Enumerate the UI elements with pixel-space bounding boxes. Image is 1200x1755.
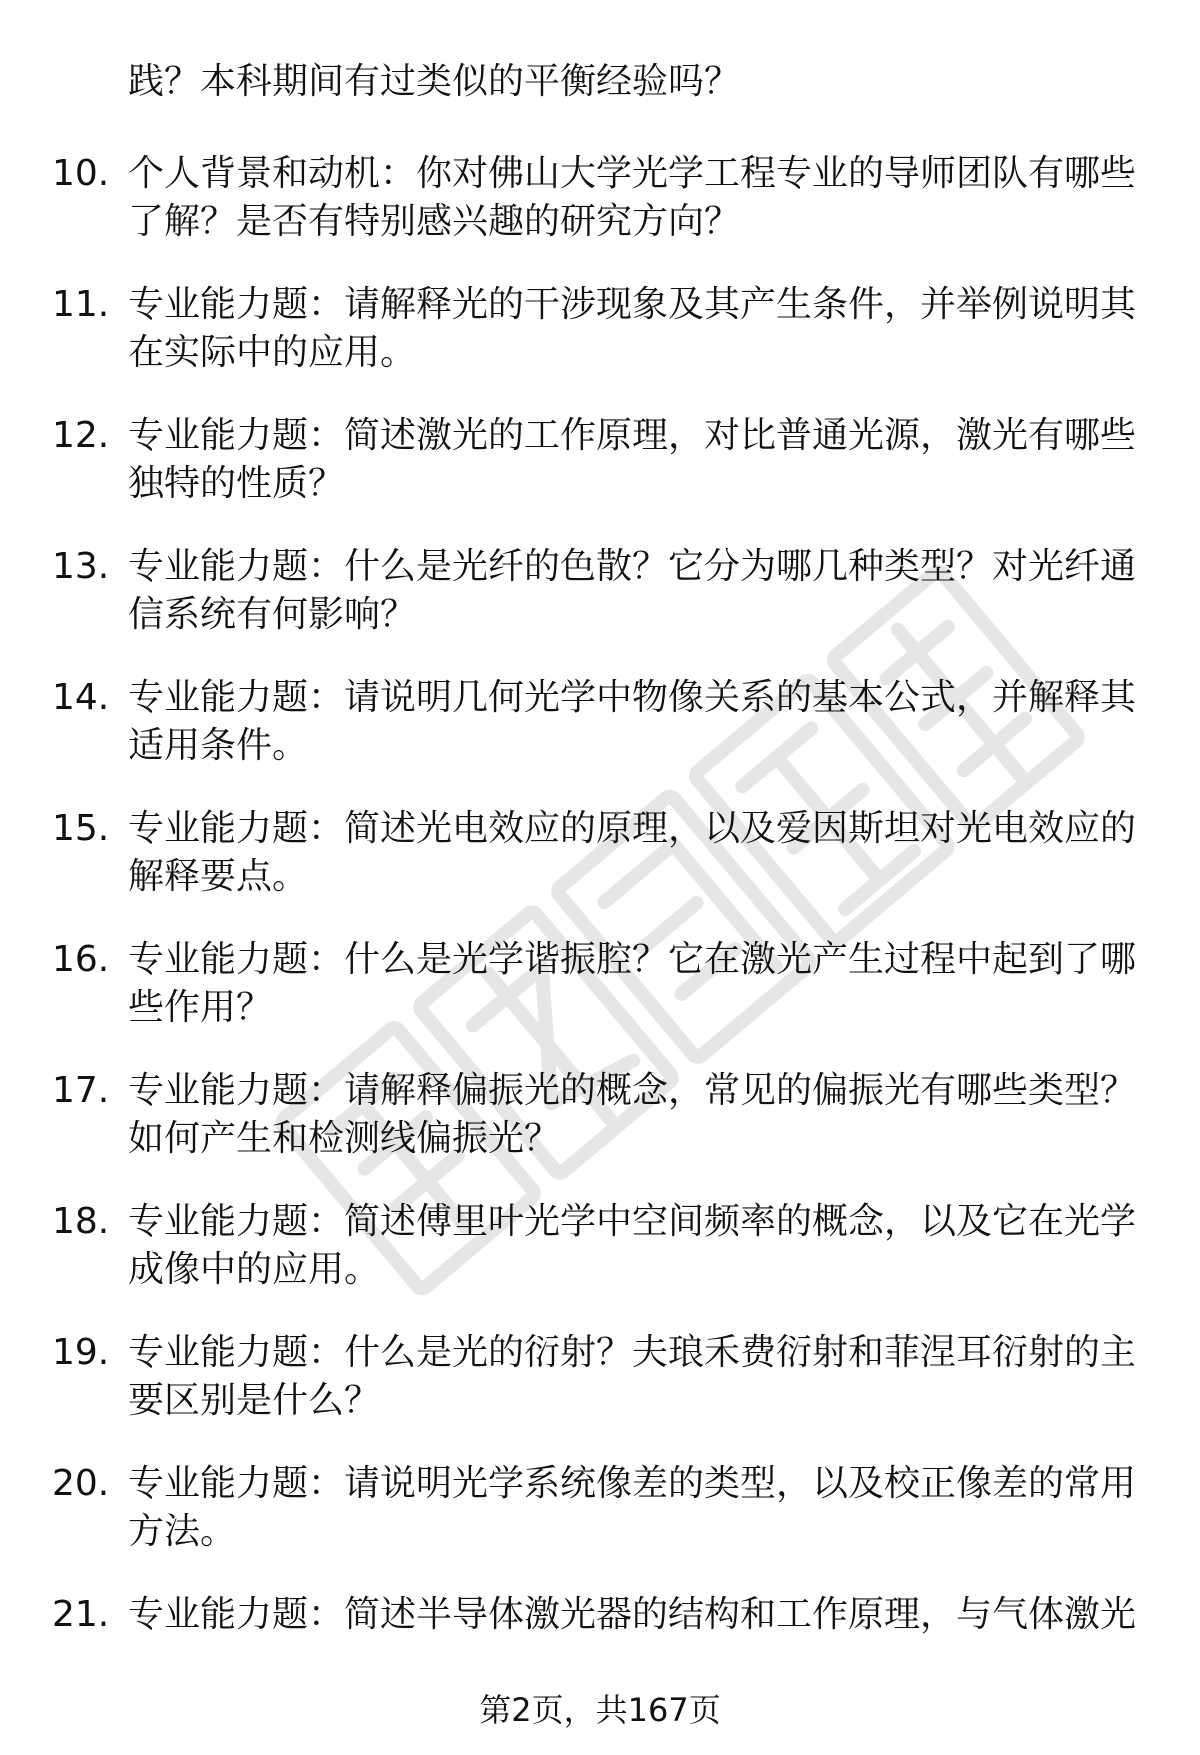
question-line: 专业能力题：简述半导体激光器的结构和工作原理，与气体激光 <box>128 1594 1137 1635</box>
question-text <box>128 1591 1138 1639</box>
question-line: 独特的性质？ <box>128 463 345 504</box>
question-line: 专业能力题：什么是光纤的色散？它分为哪几种类型？对光纤通 <box>128 546 1137 587</box>
question-line: 专业能力题：请说明光学系统像差的类型，以及校正像差的常用 <box>128 1463 1137 1504</box>
question-number: 11. <box>52 284 110 325</box>
question-number: 15. <box>52 808 110 849</box>
question-item <box>0 1067 1200 1198</box>
question-list <box>0 150 1200 1722</box>
continuation-line: 践？本科期间有过类似的平衡经验吗？ <box>128 61 741 102</box>
question-item <box>0 674 1200 805</box>
question-item <box>0 1198 1200 1329</box>
question-number: 14. <box>52 677 110 718</box>
question-text <box>128 1067 1138 1163</box>
question-line: 个人背景和动机：你对佛山大学光学工程专业的导师团队有哪些 <box>128 153 1137 194</box>
question-line: 了解？是否有特别感兴趣的研究方向？ <box>128 201 741 242</box>
question-text <box>128 674 1138 770</box>
question-line: 专业能力题：简述激光的工作原理，对比普通光源，激光有哪些 <box>128 415 1137 456</box>
question-text <box>128 1460 1138 1556</box>
question-number: 21. <box>52 1594 110 1635</box>
question-item <box>0 805 1200 936</box>
question-number: 18. <box>52 1201 110 1242</box>
question-number: 12. <box>52 415 110 456</box>
question-item <box>0 412 1200 543</box>
question-line: 专业能力题：什么是光学谐振腔？它在激光产生过程中起到了哪 <box>128 939 1137 980</box>
page-footer: 第2页，共167页 <box>479 1691 721 1729</box>
question-line: 适用条件。 <box>128 725 309 766</box>
question-number: 16. <box>52 939 110 980</box>
question-text <box>128 1198 1138 1294</box>
question-item <box>0 1329 1200 1460</box>
question-line: 方法。 <box>128 1511 237 1552</box>
question-item <box>0 1460 1200 1591</box>
question-number: 19. <box>52 1332 110 1373</box>
question-text <box>128 1329 1138 1425</box>
question-line: 信系统有何影响？ <box>128 594 417 635</box>
question-item <box>0 936 1200 1067</box>
question-line: 要区别是什么？ <box>128 1380 381 1421</box>
question-line: 些作用？ <box>128 987 273 1028</box>
question-line: 专业能力题：请解释偏振光的概念，常见的偏振光有哪些类型？ <box>128 1070 1137 1111</box>
question-number: 13. <box>52 546 110 587</box>
question-item <box>0 150 1200 281</box>
question-line: 专业能力题：请解释光的干涉现象及其产生条件，并举例说明其 <box>128 284 1137 325</box>
question-line: 专业能力题：什么是光的衍射？夫琅禾费衍射和菲涅耳衍射的主 <box>128 1332 1137 1373</box>
question-item <box>0 281 1200 412</box>
question-item <box>0 543 1200 674</box>
question-line: 专业能力题：请说明几何光学中物像关系的基本公式，并解释其 <box>128 677 1137 718</box>
question-number: 10. <box>52 153 110 194</box>
question-number: 20. <box>52 1463 110 1504</box>
question-number: 17. <box>52 1070 110 1111</box>
question-line: 解释要点。 <box>128 856 309 897</box>
question-line: 在实际中的应用。 <box>128 332 417 373</box>
question-line: 专业能力题：简述傅里叶光学中空间频率的概念，以及它在光学 <box>128 1201 1137 1242</box>
question-text <box>128 543 1138 639</box>
question-text <box>128 412 1138 508</box>
question-line: 如何产生和检测线偏振光？ <box>128 1118 561 1159</box>
question-line: 专业能力题：简述光电效应的原理，以及爱因斯坦对光电效应的 <box>128 808 1137 849</box>
question-text <box>128 281 1138 377</box>
question-line: 成像中的应用。 <box>128 1249 381 1290</box>
question-text <box>128 936 1138 1032</box>
question-text <box>128 805 1138 901</box>
question-text <box>128 150 1138 246</box>
